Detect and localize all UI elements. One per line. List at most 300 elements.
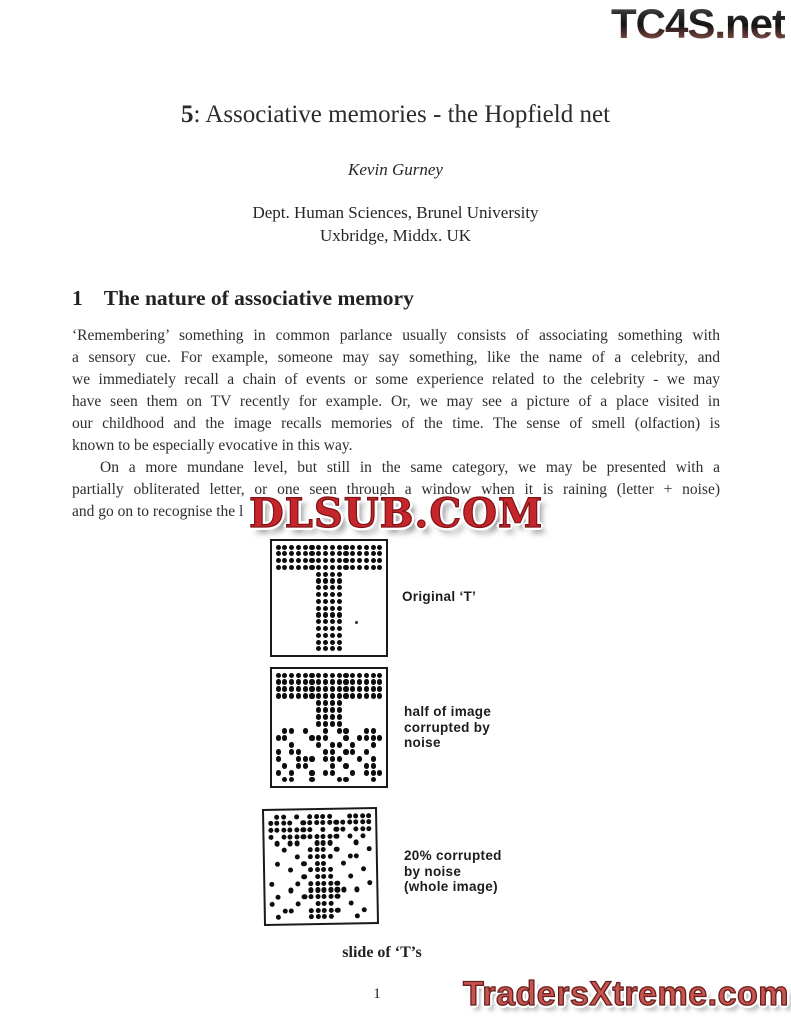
- title-number: 5: [180, 101, 194, 128]
- pixel-dot: [341, 887, 346, 892]
- pixel-dot: [316, 714, 321, 719]
- pixel-dot: [337, 686, 342, 691]
- pixel-dot: [316, 606, 321, 611]
- pixel-dot: [337, 606, 342, 611]
- pixel-dot: [282, 558, 287, 563]
- pixel-dot: [364, 679, 369, 684]
- pixel-dot: [330, 673, 335, 678]
- figure-label-line: noise: [404, 735, 441, 750]
- pixel-dot: [337, 633, 342, 638]
- pixel-dot: [323, 599, 328, 604]
- pixel-dot: [328, 907, 333, 912]
- pixel-dot: [316, 686, 321, 691]
- pixel-dot: [316, 592, 321, 597]
- scan-speck: [355, 621, 358, 624]
- pixel-dot: [289, 558, 294, 563]
- pixel-dot: [296, 565, 301, 570]
- pixel-dot: [323, 545, 328, 550]
- pixel-dot: [330, 679, 335, 684]
- pixel-dot: [309, 908, 314, 913]
- pixel-dot: [316, 679, 321, 684]
- pixel-dot: [371, 756, 376, 761]
- pixel-dot: [276, 679, 281, 684]
- pixel-dot: [268, 828, 273, 833]
- pixel-dot: [323, 565, 328, 570]
- pixel-dot: [321, 881, 326, 886]
- pixel-dot: [323, 592, 328, 597]
- pixel-dot: [294, 827, 299, 832]
- figure-label-line: 20% corrupted: [404, 848, 502, 863]
- pixel-dot: [357, 558, 362, 563]
- pixel-dot: [276, 693, 281, 698]
- tradersxtreme-watermark-banner: TradersXtreme.com: [463, 975, 789, 1013]
- pixel-dot: [303, 756, 308, 761]
- pixel-dot: [301, 834, 306, 839]
- pixel-dot: [371, 693, 376, 698]
- pixel-dot: [322, 914, 327, 919]
- pixel-dot: [309, 565, 314, 570]
- pixel-dot: [323, 585, 328, 590]
- pixel-dot: [268, 821, 273, 826]
- pixel-dot: [377, 558, 382, 563]
- pixel-dot: [371, 763, 376, 768]
- figure-label-line: corrupted by: [404, 719, 491, 735]
- pixel-dot: [315, 881, 320, 886]
- pixel-dot: [350, 742, 355, 747]
- pixel-dot: [330, 606, 335, 611]
- pixel-dot: [335, 894, 340, 899]
- pixel-dot: [275, 861, 280, 866]
- pixel-dot: [289, 728, 294, 733]
- pixel-dot: [323, 770, 328, 775]
- pixel-dot: [354, 853, 359, 858]
- pixel-dot: [327, 840, 332, 845]
- pixel-dot: [314, 834, 319, 839]
- pixel-dot: [337, 728, 342, 733]
- pixel-dot: [282, 551, 287, 556]
- pixel-dot: [364, 565, 369, 570]
- figure-panel-half-corrupted: [270, 667, 388, 788]
- pixel-dot: [347, 820, 352, 825]
- pixel-dot: [337, 646, 342, 651]
- pixel-dot: [341, 860, 346, 865]
- pixel-dot: [316, 558, 321, 563]
- body-line: known to be especially evocative in this way.: [72, 437, 353, 454]
- pixel-dot: [330, 756, 335, 761]
- pixel-dot: [355, 914, 360, 919]
- pixel-dot: [337, 572, 342, 577]
- pixel-dot: [276, 915, 281, 920]
- pixel-dot: [323, 626, 328, 631]
- pixel-dot: [296, 693, 301, 698]
- pixel-dot: [343, 749, 348, 754]
- pixel-dot: [316, 612, 321, 617]
- pixel-dot: [350, 673, 355, 678]
- pixel-dot: [330, 626, 335, 631]
- pixel-dot: [276, 735, 281, 740]
- pixel-dot: [343, 735, 348, 740]
- pixel-dot: [303, 558, 308, 563]
- pixel-dot: [353, 826, 358, 831]
- page-title: [0, 101, 791, 129]
- pixel-dot: [308, 867, 313, 872]
- body-line: have seen them on TV recently for example. Or, we may see a picture of a place visited in: [72, 393, 720, 410]
- pixel-dot: [321, 874, 326, 879]
- pixel-dot: [377, 679, 382, 684]
- pixel-dot: [321, 867, 326, 872]
- pixel-dot: [323, 714, 328, 719]
- pixel-dot: [303, 673, 308, 678]
- pixel-dot: [337, 551, 342, 556]
- pixel-dot: [330, 770, 335, 775]
- pixel-dot: [301, 827, 306, 832]
- pixel-dot: [337, 714, 342, 719]
- pixel-dot: [334, 847, 339, 852]
- pixel-dot: [337, 679, 342, 684]
- pixel-dot: [367, 846, 372, 851]
- pixel-dot: [309, 735, 314, 740]
- pixel-dot: [314, 847, 319, 852]
- pixel-dot: [348, 900, 353, 905]
- pixel-dot: [282, 777, 287, 782]
- pixel-dot: [301, 861, 306, 866]
- pixel-dot: [308, 894, 313, 899]
- pixel-dot: [330, 545, 335, 550]
- pixel-dot: [282, 728, 287, 733]
- pixel-dot: [315, 914, 320, 919]
- pixel-dot: [371, 742, 376, 747]
- pixel-dot: [296, 679, 301, 684]
- pixel-dot: [343, 673, 348, 678]
- pixel-dot: [340, 826, 345, 831]
- pixel-dot: [316, 545, 321, 550]
- pixel-dot: [282, 763, 287, 768]
- pixel-dot: [289, 777, 294, 782]
- pixel-dot: [335, 907, 340, 912]
- pixel-dot: [343, 565, 348, 570]
- pixel-dot: [337, 578, 342, 583]
- pixel-dot: [321, 847, 326, 852]
- pixel-dot: [364, 551, 369, 556]
- pixel-dot: [366, 813, 371, 818]
- pixel-dot: [328, 854, 333, 859]
- pixel-dot: [301, 820, 306, 825]
- pixel-dot: [330, 633, 335, 638]
- pixel-dot: [295, 881, 300, 886]
- pixel-dot: [309, 914, 314, 919]
- pixel-dot: [330, 721, 335, 726]
- author-name: Kevin Gurney: [348, 160, 443, 179]
- body-line: a sensory cue. For example, someone may say something, like the name of a celebrity, and: [72, 349, 720, 366]
- pixel-dot: [337, 777, 342, 782]
- pixel-dot: [288, 841, 293, 846]
- pixel-dot: [296, 558, 301, 563]
- pixel-dot: [315, 908, 320, 913]
- pixel-dot: [294, 814, 299, 819]
- pixel-dot: [323, 728, 328, 733]
- pixel-dot: [364, 693, 369, 698]
- pixel-dot: [322, 907, 327, 912]
- pixel-dot: [323, 558, 328, 563]
- pixel-dot: [288, 827, 293, 832]
- pixel-dot: [350, 693, 355, 698]
- pixel-dot: [274, 828, 279, 833]
- pixel-dot: [303, 565, 308, 570]
- pixel-dot: [330, 578, 335, 583]
- pixel-dot: [316, 626, 321, 631]
- pixel-dot: [371, 728, 376, 733]
- title-text: : Associative memories - the Hopfield net: [193, 101, 611, 128]
- pixel-dot: [347, 813, 352, 818]
- pixel-dot: [371, 551, 376, 556]
- pixel-dot: [350, 551, 355, 556]
- pixel-dot: [309, 558, 314, 563]
- pixel-dot: [354, 840, 359, 845]
- pixel-dot: [377, 770, 382, 775]
- pixel-dot: [308, 854, 313, 859]
- pixel-dot: [323, 721, 328, 726]
- pixel-dot: [316, 700, 321, 705]
- pixel-dot: [327, 813, 332, 818]
- pixel-dot: [371, 565, 376, 570]
- figure-label-20pct-corrupted: [404, 848, 502, 895]
- pixel-dot: [357, 686, 362, 691]
- pixel-dot: [303, 693, 308, 698]
- pixel-dot: [321, 860, 326, 865]
- pixel-dot: [289, 888, 294, 893]
- pixel-dot: [314, 840, 319, 845]
- body-line: On a more mundane level, but still in the same category, we may be presented with a: [100, 459, 720, 476]
- pixel-dot: [377, 686, 382, 691]
- pixel-dot: [323, 646, 328, 651]
- pixel-dot: [323, 749, 328, 754]
- pixel-dot: [337, 700, 342, 705]
- pixel-dot: [303, 545, 308, 550]
- figure-label-line: by noise: [404, 863, 462, 879]
- pixel-dot: [281, 828, 286, 833]
- pixel-dot: [268, 834, 273, 839]
- pixel-dot: [309, 686, 314, 691]
- pixel-dot: [357, 756, 362, 761]
- pixel-dot: [361, 907, 366, 912]
- pixel-dot: [377, 545, 382, 550]
- pixel-dot: [371, 770, 376, 775]
- pixel-dot: [322, 894, 327, 899]
- pixel-dot: [281, 814, 286, 819]
- pixel-dot: [269, 882, 274, 887]
- pixel-dot: [289, 545, 294, 550]
- figure-label-half-corrupted: [404, 704, 491, 751]
- pixel-dot: [309, 679, 314, 684]
- section-number: 1: [72, 286, 83, 310]
- pixel-dot: [364, 558, 369, 563]
- pixel-dot: [289, 908, 294, 913]
- pixel-dot: [307, 814, 312, 819]
- pixel-dot: [303, 686, 308, 691]
- pixel-dot: [343, 777, 348, 782]
- pixel-dot: [274, 821, 279, 826]
- pixel-dot: [350, 749, 355, 754]
- pixel-dot: [289, 551, 294, 556]
- pixel-dot: [316, 735, 321, 740]
- pixel-dot: [296, 749, 301, 754]
- body-line: partially obliterated letter, or one seen through a window when it is raining (letter + noise): [72, 481, 720, 498]
- pixel-dot: [296, 756, 301, 761]
- pixel-dot: [337, 592, 342, 597]
- pixel-dot: [282, 686, 287, 691]
- pixel-dot: [314, 814, 319, 819]
- pixel-dot: [327, 820, 332, 825]
- pixel-dot: [308, 881, 313, 886]
- pixel-dot: [377, 735, 382, 740]
- pixel-dot: [364, 686, 369, 691]
- pixel-dot: [316, 551, 321, 556]
- pixel-dot: [323, 756, 328, 761]
- pixel-dot: [343, 545, 348, 550]
- pixel-dot: [289, 742, 294, 747]
- pixel-dot: [282, 565, 287, 570]
- pixel-dot: [316, 721, 321, 726]
- figure-caption: slide of ‘T’s: [342, 944, 422, 961]
- pixel-dot: [354, 887, 359, 892]
- pixel-dot: [330, 565, 335, 570]
- pixel-dot: [343, 686, 348, 691]
- pixel-dot: [323, 606, 328, 611]
- pixel-dot: [316, 742, 321, 747]
- pixel-dot: [357, 551, 362, 556]
- pixel-dot: [371, 777, 376, 782]
- pixel-dot: [289, 679, 294, 684]
- pixel-dot: [371, 679, 376, 684]
- pixel-dot: [330, 763, 335, 768]
- pixel-dot: [330, 714, 335, 719]
- pixel-dot: [322, 901, 327, 906]
- pixel-dot: [334, 820, 339, 825]
- pixel-dot: [314, 820, 319, 825]
- pixel-dot: [295, 854, 300, 859]
- pixel-dot: [323, 707, 328, 712]
- pixel-dot: [282, 908, 287, 913]
- pixel-dot: [367, 826, 372, 831]
- pixel-dot: [348, 873, 353, 878]
- pixel-dot: [322, 887, 327, 892]
- pixel-dot: [343, 728, 348, 733]
- pixel-dot: [347, 853, 352, 858]
- pixel-dot: [328, 874, 333, 879]
- pixel-dot: [309, 770, 314, 775]
- pixel-dot: [316, 633, 321, 638]
- pixel-dot: [316, 646, 321, 651]
- pixel-dot: [315, 887, 320, 892]
- pixel-dot: [337, 558, 342, 563]
- pixel-dot: [309, 673, 314, 678]
- pixel-dot: [350, 770, 355, 775]
- pixel-dot: [330, 749, 335, 754]
- pixel-dot: [307, 834, 312, 839]
- pixel-dot: [334, 833, 339, 838]
- pixel-dot: [343, 558, 348, 563]
- pixel-dot: [302, 894, 307, 899]
- pixel-dot: [294, 834, 299, 839]
- pixel-dot: [282, 735, 287, 740]
- pixel-dot: [337, 693, 342, 698]
- pixel-dot: [337, 565, 342, 570]
- pixel-dot: [296, 673, 301, 678]
- section-heading: [72, 286, 414, 311]
- pixel-dot: [296, 545, 301, 550]
- pixel-dot: [364, 749, 369, 754]
- pixel-dot: [316, 640, 321, 645]
- pixel-dot: [323, 679, 328, 684]
- pixel-dot: [357, 673, 362, 678]
- pixel-dot: [276, 545, 281, 550]
- pixel-dot: [281, 834, 286, 839]
- pixel-dot: [357, 565, 362, 570]
- pixel-dot: [314, 854, 319, 859]
- pixel-dot: [289, 565, 294, 570]
- pixel-dot: [329, 914, 334, 919]
- pixel-dot: [315, 867, 320, 872]
- pixel-dot: [316, 572, 321, 577]
- figure-panel-original-t: [270, 539, 388, 657]
- pixel-dot: [330, 585, 335, 590]
- section-title: The nature of associative memory: [103, 286, 414, 310]
- pixel-dot: [276, 749, 281, 754]
- pixel-dot: [377, 551, 382, 556]
- pixel-dot: [276, 686, 281, 691]
- pixel-dot: [337, 742, 342, 747]
- pixel-dot: [337, 599, 342, 604]
- pixel-dot: [364, 673, 369, 678]
- pixel-dot: [323, 673, 328, 678]
- pixel-dot: [337, 721, 342, 726]
- pixel-dot: [340, 820, 345, 825]
- pixel-dot: [357, 545, 362, 550]
- pixel-dot: [335, 880, 340, 885]
- pixel-dot: [289, 693, 294, 698]
- pixel-dot: [357, 679, 362, 684]
- pixel-dot: [303, 679, 308, 684]
- pixel-dot: [328, 894, 333, 899]
- pixel-dot: [330, 640, 335, 645]
- pixel-dot: [337, 545, 342, 550]
- pixel-dot: [323, 693, 328, 698]
- pixel-dot: [343, 763, 348, 768]
- pixel-dot: [302, 874, 307, 879]
- pixel-dot: [315, 894, 320, 899]
- pixel-dot: [353, 813, 358, 818]
- pixel-dot: [303, 728, 308, 733]
- pixel-dot: [360, 826, 365, 831]
- pixel-dot: [364, 545, 369, 550]
- pixel-dot: [276, 770, 281, 775]
- pixel-dot: [275, 841, 280, 846]
- pixel-dot: [328, 887, 333, 892]
- pixel-dot: [316, 599, 321, 604]
- pixel-dot: [377, 673, 382, 678]
- pixel-dot: [330, 742, 335, 747]
- pixel-dot: [377, 565, 382, 570]
- pixel-dot: [307, 820, 312, 825]
- pixel-dot: [289, 686, 294, 691]
- pixel-dot: [282, 693, 287, 698]
- pixel-dot: [303, 763, 308, 768]
- pixel-dot: [316, 585, 321, 590]
- pixel-dot: [288, 834, 293, 839]
- pixel-dot: [281, 821, 286, 826]
- pixel-dot: [320, 827, 325, 832]
- pixel-dot: [337, 619, 342, 624]
